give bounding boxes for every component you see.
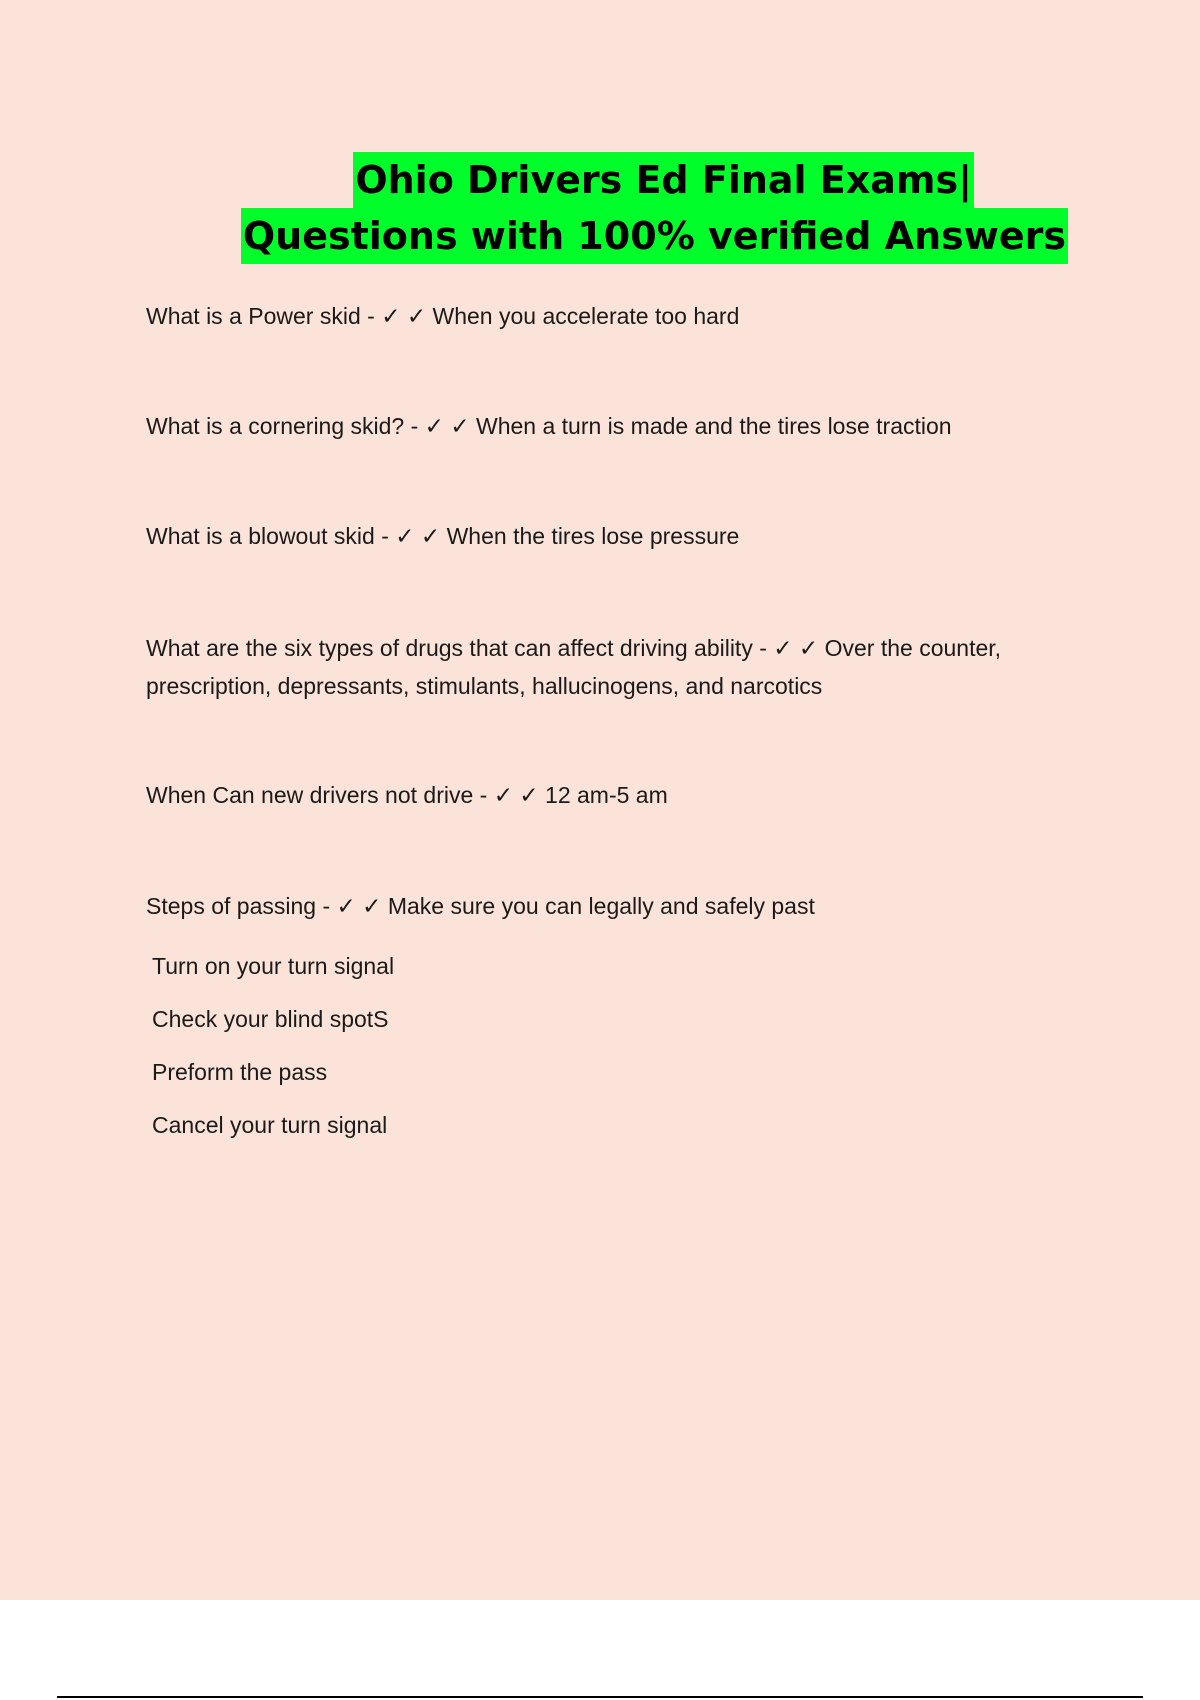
answer-text: Make sure you can legally and safely past bbox=[387, 893, 815, 919]
check-marks: - ✓ ✓ bbox=[404, 413, 476, 439]
qa-item-six-drug-types bbox=[146, 629, 1026, 705]
answer-text: When the tires lose pressure bbox=[446, 523, 740, 549]
check-marks: - ✓ ✓ bbox=[360, 303, 433, 329]
question-text: What is a Power skid bbox=[146, 303, 361, 329]
answer-text: When you accelerate too hard bbox=[432, 303, 740, 329]
title-line-2: Questions with 100% verified Answers bbox=[241, 208, 1068, 264]
document-title bbox=[0, 152, 1068, 264]
qa-item-blowout-skid bbox=[146, 517, 1046, 555]
answer-text: Over the counter, prescription, depressants, stimulants, hallucinogens, and narcotics bbox=[146, 635, 1002, 699]
list-item: Check your blind spotS bbox=[152, 1006, 389, 1032]
list-item: Preform the pass bbox=[152, 1059, 328, 1085]
passing-steps-list bbox=[152, 940, 394, 1152]
list-item: Turn on your turn signal bbox=[152, 953, 395, 979]
question-text: When Can new drivers not drive bbox=[146, 782, 474, 808]
list-item: Cancel your turn signal bbox=[152, 1112, 388, 1138]
qa-item-steps-of-passing bbox=[146, 887, 1046, 925]
qa-item-cornering-skid bbox=[146, 407, 1046, 445]
qa-item-new-drivers-curfew bbox=[146, 776, 1046, 814]
answer-text: 12 am-5 am bbox=[545, 782, 668, 808]
qa-item-power-skid bbox=[146, 297, 1046, 335]
question-text: What is a cornering skid? bbox=[146, 413, 405, 439]
check-marks: - ✓ ✓ bbox=[473, 782, 546, 808]
question-text: What is a blowout skid bbox=[146, 523, 375, 549]
question-text: What are the six types of drugs that can affect driving ability bbox=[146, 635, 753, 661]
footer-divider bbox=[57, 1696, 1143, 1698]
title-line-1: Ohio Drivers Ed Final Exams| bbox=[353, 152, 974, 208]
check-marks: - ✓ ✓ bbox=[752, 635, 825, 661]
check-marks: - ✓ ✓ bbox=[316, 893, 388, 919]
answer-text: When a turn is made and the tires lose traction bbox=[476, 413, 952, 439]
question-text: Steps of passing bbox=[146, 893, 317, 919]
check-marks: - ✓ ✓ bbox=[374, 523, 447, 549]
